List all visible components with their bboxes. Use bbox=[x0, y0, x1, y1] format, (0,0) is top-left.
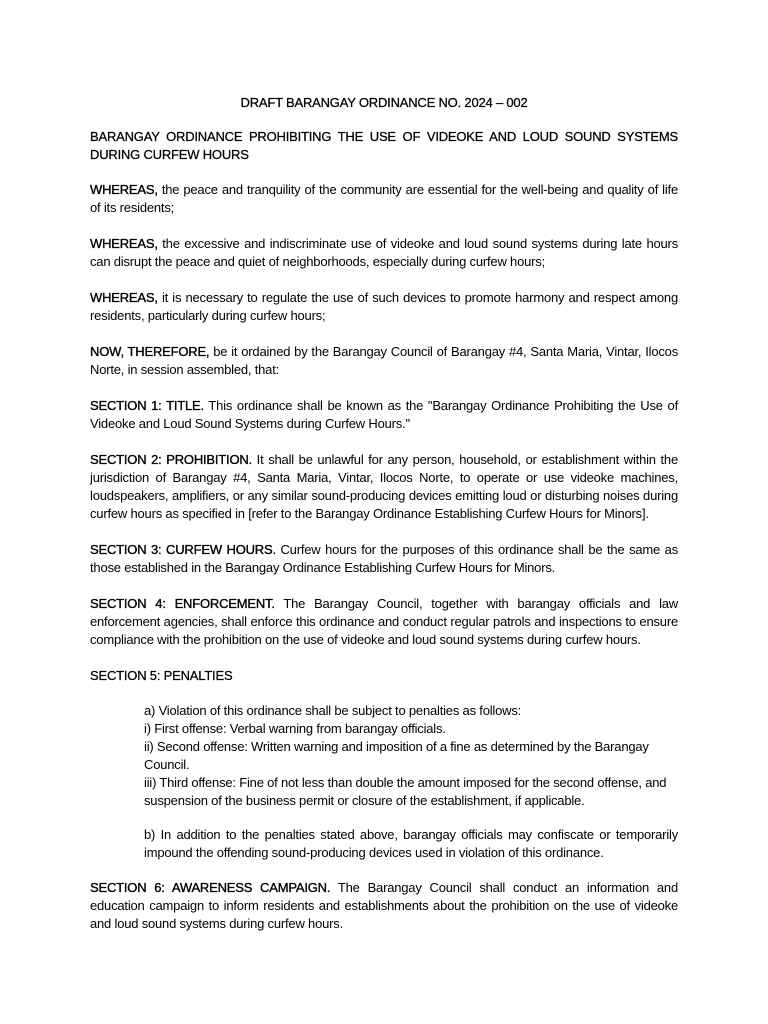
now-therefore-clause bbox=[90, 343, 678, 379]
section-3-curfew-hours bbox=[90, 541, 678, 577]
whereas-clause-3 bbox=[90, 289, 678, 325]
whereas-lead: WHEREAS, bbox=[90, 290, 158, 305]
section-3-lead: SECTION 3: CURFEW HOURS. bbox=[90, 542, 276, 557]
section-1-lead: SECTION 1: TITLE. bbox=[90, 398, 204, 413]
section-6-text: The Barangay Council shall conduct an information and education campaign to inform residents and establishments about the prohibition on the use of videoke and loud sound systems during curfew hours. bbox=[90, 880, 678, 931]
section-4-lead: SECTION 4: ENFORCEMENT. bbox=[90, 596, 275, 611]
whereas-clause-2 bbox=[90, 235, 678, 271]
whereas-lead: WHEREAS, bbox=[90, 236, 158, 251]
penalty-third-offense: iii) Third offense: Fine of not less than double the amount imposed for the second offense, and suspension of the business permit or closure of the establishment, if applicable. bbox=[144, 775, 667, 808]
section-4-enforcement bbox=[90, 595, 678, 649]
penalty-first-offense: i) First offense: Verbal warning from barangay officials. bbox=[144, 721, 446, 736]
document-page bbox=[90, 94, 678, 951]
section-2-lead: SECTION 2: PROHIBITION. bbox=[90, 452, 252, 467]
penalty-second-offense: ii) Second offense: Written warning and imposition of a fine as determined by the Barangay Council. bbox=[144, 739, 649, 772]
penalties-list bbox=[144, 702, 678, 810]
section-4-text: The Barangay Council, together with barangay officials and law enforcement agencies, shall enforce this ordinance and conduct regular patrols and inspections to ensure compliance with the prohibition on the use of videoke and loud sound systems during curfew hours. bbox=[90, 596, 678, 647]
section-3-text: Curfew hours for the purposes of this ordinance shall be the same as those established in the Barangay Ordinance Establishing Curfew Hours for Minors. bbox=[90, 542, 679, 575]
penalty-a-intro: a) Violation of this ordinance shall be subject to penalties as follows: bbox=[144, 703, 522, 718]
whereas-clause-1 bbox=[90, 181, 678, 217]
ordinance-number-title: DRAFT BARANGAY ORDINANCE NO. 2024 – 002 bbox=[240, 95, 528, 110]
whereas-text: the excessive and indiscriminate use of videoke and loud sound systems during late hours can disrupt the peace and quiet of neighborhoods, especially during curfew hours; bbox=[90, 236, 678, 269]
now-therefore-lead: NOW, THEREFORE, bbox=[90, 344, 210, 359]
ordinance-heading: BARANGAY ORDINANCE PROHIBITING THE USE OF VIDEOKE AND LOUD SOUND SYSTEMS DURING CURFEW HOURS bbox=[90, 129, 678, 162]
whereas-text: it is necessary to regulate the use of such devices to promote harmony and respect among residents, particularly during curfew hours; bbox=[90, 290, 678, 323]
section-2-prohibition bbox=[90, 451, 678, 523]
section-1-title bbox=[90, 397, 678, 433]
now-therefore-text: be it ordained by the Barangay Council of Barangay #4, Santa Maria, Vintar, Ilocos Norte, in session assembled, that: bbox=[90, 344, 678, 377]
section-5-heading: SECTION 5: PENALTIES bbox=[90, 668, 233, 683]
penalty-b-confiscation: b) In addition to the penalties stated above, barangay officials may confiscate or temporarily impound the offending sound-producing devices used in violation of this ordinance. bbox=[144, 827, 678, 860]
whereas-text: the peace and tranquility of the community are essential for the well-being and quality of life of its residents; bbox=[90, 182, 678, 215]
section-2-text: It shall be unlawful for any person, household, or establishment within the jurisdiction of Barangay #4, Santa Maria, Vintar, Ilocos Norte, to operate or use videoke machines, loudspeakers, amplifiers, or any similar sound-producing devices emitting loud or disturbing noises during curfew hours as specified in [refer to the Barangay Ordinance Establishing Curfew Hours for Minors]. bbox=[90, 452, 678, 521]
section-6-awareness-campaign bbox=[90, 879, 678, 933]
section-6-lead: SECTION 6: AWARENESS CAMPAIGN. bbox=[90, 880, 331, 895]
whereas-lead: WHEREAS, bbox=[90, 182, 158, 197]
section-1-text: This ordinance shall be known as the "Barangay Ordinance Prohibiting the Use of Videoke and Loud Sound Systems during Curfew Hours." bbox=[90, 398, 678, 431]
